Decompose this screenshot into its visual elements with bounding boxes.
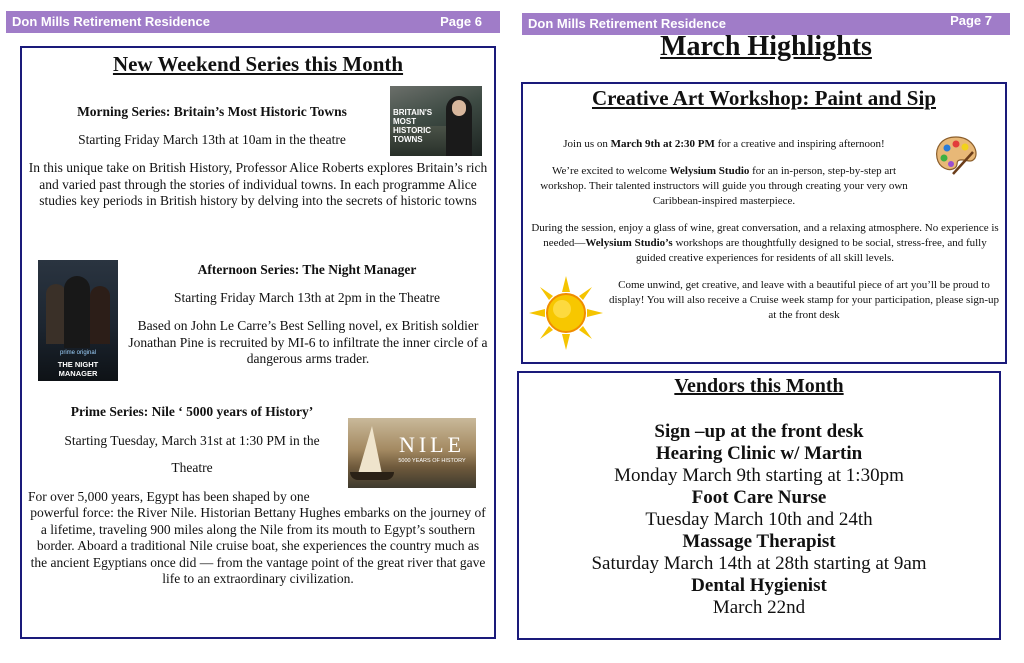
page-number: Page 7 xyxy=(950,13,992,28)
art-workshop-title: Creative Art Workshop: Paint and Sip xyxy=(591,86,937,110)
morning-series-heading: Morning Series: Britain’s Most Historic Towns xyxy=(77,104,347,119)
boat-hull xyxy=(350,472,394,480)
page-number: Page 6 xyxy=(440,14,482,29)
vendor-name: Massage Therapist xyxy=(682,531,836,552)
sail-shape xyxy=(358,426,382,474)
vendors-title: Vendors this Month xyxy=(674,375,844,397)
afternoon-series-body: Based on John Le Carre’s Best Selling novel, ex British soldier Jonathan Pine is recruited by MI-6 to infiltrate the inner circle of a dangerous arms trader. xyxy=(128,318,488,366)
afternoon-series-heading: Afternoon Series: The Night Manager xyxy=(197,262,417,277)
poster-figure-center xyxy=(64,276,90,348)
page-header-left xyxy=(6,11,500,33)
poster-title: THE NIGHT MANAGER xyxy=(57,360,99,378)
poster-figure-right xyxy=(90,286,110,344)
vendor-when: Saturday March 14th at 28th starting at 9am xyxy=(591,553,927,574)
prime-series-lead: For over 5,000 years, Egypt has been shaped by one xyxy=(28,489,310,504)
workshop-p1: Join us on March 9th at 2:30 PM for a creative and inspiring afternoon! xyxy=(563,138,885,150)
britain-towns-image xyxy=(390,86,482,156)
prime-series-when-2: Theatre xyxy=(171,460,213,475)
vendor-name: Hearing Clinic w/ Martin xyxy=(655,443,863,464)
nile-image xyxy=(348,418,476,488)
workshop-p4: Come unwind, get creative, and leave with a beautiful piece of art you’ll be proud to display! You will also receive a Cruise week stamp for your participation, please sign-up at the front desk xyxy=(608,279,1000,321)
poster-brand: prime original xyxy=(59,350,96,356)
weekend-series-title: New Weekend Series this Month xyxy=(112,52,404,76)
vendor-name: Dental Hygienist xyxy=(691,575,827,596)
vendors-list xyxy=(519,421,999,619)
prime-series-when: Starting Tuesday, March 31st at 1:30 PM in the xyxy=(64,433,320,448)
paint-palette-icon xyxy=(933,134,979,176)
art-workshop-box xyxy=(521,82,1007,364)
morning-series-body: In this unique take on British History, Professor Alice Roberts explores Britain’s rich and varied past through the stories of individual towns. In each programme Alice studies key periods in British history by delving into the secrets of historic towns xyxy=(28,160,488,208)
poster-figure-left xyxy=(46,284,66,344)
britain-image-caption: BRITAIN'S MOST HISTORIC TOWNS xyxy=(393,108,433,144)
morning-series-when: Starting Friday March 13th at 10am in the theatre xyxy=(78,132,346,147)
vendor-when: Tuesday March 10th and 24th xyxy=(645,509,873,530)
weekend-series-box xyxy=(20,46,496,639)
signup-note: Sign –up at the front desk xyxy=(654,421,864,442)
night-manager-poster xyxy=(38,260,118,381)
march-highlights-title: March Highlights xyxy=(660,31,872,62)
workshop-p3: During the session, enjoy a glass of wine, great conversation, and a relaxing atmosphere. No experience is needed—Welysium Studio’s workshops are thoughtfully designed to be social, stress-free, and fully guided creative experiences for residents of all skill levels. xyxy=(531,222,999,264)
prime-series-body: powerful force: the River Nile. Historian Bettany Hughes embarks on the journey of a lifetime, traveling 900 miles along the Nile from its mouth to Egypt’s southern border. Aboard a traditional Nile cruise boat, she experiences the country much as the ancient Egyptians once did — from the vantage point of the great river that gave life to an extraordinary civilization. xyxy=(30,505,486,586)
residence-name: Don Mills Retirement Residence xyxy=(12,14,210,29)
afternoon-series-when: Starting Friday March 13th at 2pm in the Theatre xyxy=(174,290,440,305)
nile-image-subtitle: 5000 YEARS OF HISTORY xyxy=(398,458,466,464)
vendor-name: Foot Care Nurse xyxy=(691,487,827,508)
vendors-box xyxy=(517,371,1001,640)
nile-image-title: NILE xyxy=(398,432,466,457)
prime-series-heading: Prime Series: Nile ‘ 5000 years of History’ xyxy=(70,404,314,419)
workshop-p2: We’re excited to welcome Welysium Studio for an in-person, step-by-step art workshop. Their talented instructors will guide you through creating your very own Caribbean-inspired masterpiece. xyxy=(540,165,908,207)
vendor-when: March 22nd xyxy=(712,597,806,618)
sun-icon xyxy=(529,276,603,350)
vendor-when: Monday March 9th starting at 1:30pm xyxy=(614,465,904,486)
presenter-face xyxy=(452,100,466,116)
residence-name: Don Mills Retirement Residence xyxy=(528,16,726,31)
